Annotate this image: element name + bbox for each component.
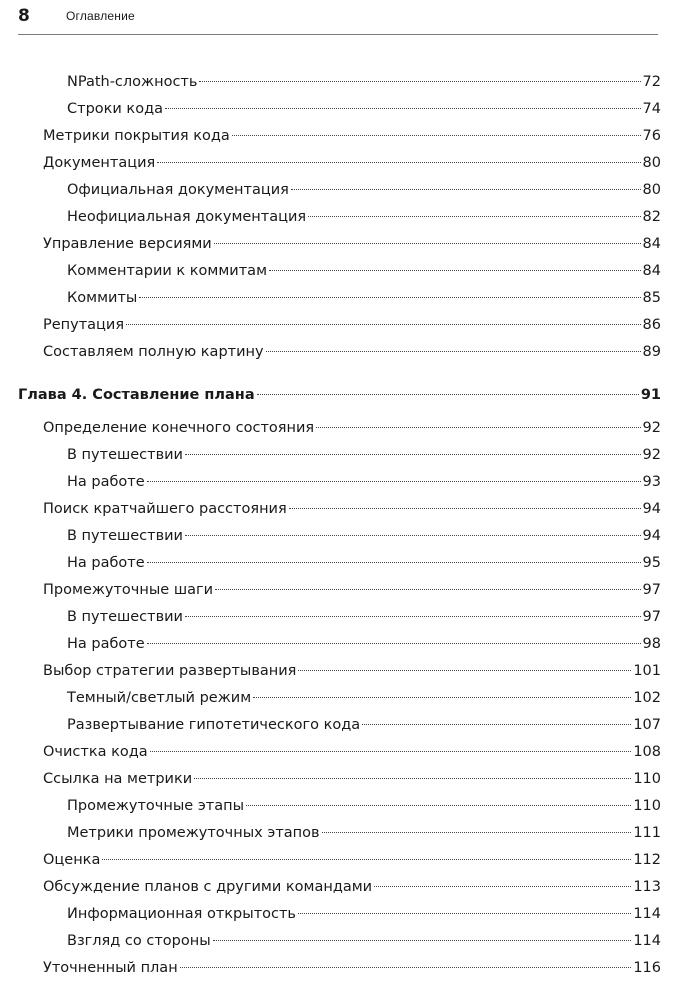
toc-entry-title: Управление версиями [43, 236, 212, 252]
toc-page-number: 74 [642, 101, 661, 117]
toc-entry-title: Выбор стратегии развертывания [43, 663, 297, 679]
toc-page-number: 94 [642, 528, 661, 544]
toc-entry-title: Темный/светлый режим [67, 690, 252, 706]
toc-page-number: 113 [633, 879, 661, 895]
toc-page-number: 80 [642, 155, 661, 171]
toc-leader-dots [269, 270, 641, 271]
toc-page-number: 84 [642, 236, 661, 252]
toc-leader-dots [374, 886, 631, 887]
toc-page-number: 95 [642, 555, 661, 571]
toc-page-number: 80 [642, 182, 661, 198]
toc-page-number: 89 [642, 344, 661, 360]
toc-page-number: 82 [642, 209, 661, 225]
toc-entry [67, 552, 661, 574]
toc-entry [43, 741, 661, 763]
toc-entry [67, 822, 661, 844]
toc-leader-dots [213, 940, 632, 941]
toc-page-number: 98 [642, 636, 661, 652]
toc-leader-dots [102, 859, 631, 860]
toc-leader-dots [246, 805, 631, 806]
toc-page-number: 93 [642, 474, 661, 490]
toc-entry-title: В путешествии [67, 609, 183, 625]
toc-entry-title: Развертывание гипотетического кода [67, 717, 361, 733]
page-number: 8 [18, 6, 30, 26]
toc-page-number: 92 [642, 447, 661, 463]
toc-page-number: 72 [642, 74, 661, 90]
toc-leader-dots [232, 135, 641, 136]
toc-entry-title: Поиск кратчайшего расстояния [43, 501, 287, 517]
toc-entry [67, 903, 661, 925]
toc-page-number: 112 [633, 852, 661, 868]
toc-entry [67, 687, 661, 709]
toc-page-number: 110 [633, 798, 661, 814]
toc-leader-dots [180, 967, 632, 968]
toc-entry [67, 71, 661, 93]
toc-page-number: 84 [642, 263, 661, 279]
toc-page-number: 111 [633, 825, 661, 841]
toc-leader-dots [253, 697, 631, 698]
toc-leader-dots [298, 913, 631, 914]
toc-page-number: 97 [642, 582, 661, 598]
toc-entry [43, 768, 661, 790]
toc-entry-title: На работе [67, 474, 145, 490]
toc-page-number: 97 [642, 609, 661, 625]
toc-page-number: 114 [633, 933, 661, 949]
toc-page-number: 114 [633, 906, 661, 922]
toc-entry-title: Промежуточные этапы [67, 798, 245, 814]
toc-entry [67, 444, 661, 466]
toc-page-number: 91 [640, 387, 661, 403]
toc-entry [67, 179, 661, 201]
toc-leader-dots [147, 643, 641, 644]
toc-leader-dots [147, 481, 641, 482]
toc-entry-title: Комментарии к коммитам [67, 263, 268, 279]
toc-entry [43, 849, 661, 871]
toc-leader-dots [308, 216, 640, 217]
toc-entry [43, 579, 661, 601]
toc-leader-dots [139, 297, 640, 298]
toc-leader-dots [147, 562, 641, 563]
toc-entry-title: Уточненный план [43, 960, 178, 976]
toc-leader-dots [157, 162, 640, 163]
toc-entry [67, 606, 661, 628]
toc-entry [67, 98, 661, 120]
toc-page-number: 85 [642, 290, 661, 306]
toc-entry-title: Строки кода [67, 101, 163, 117]
toc-entry [67, 206, 661, 228]
toc-entry-title: Неофициальная документация [67, 209, 307, 225]
toc-leader-dots [291, 189, 641, 190]
toc-entry-title: Документация [43, 155, 156, 171]
toc-leader-dots [185, 616, 641, 617]
toc-entry-title: Ссылка на метрики [43, 771, 193, 787]
toc-entry-title: Глава 4. Составление плана [18, 387, 255, 403]
toc-page-number: 116 [633, 960, 661, 976]
toc-entry-title: Репутация [43, 317, 125, 333]
toc-entry-title: В путешествии [67, 528, 183, 544]
toc-entry [43, 498, 661, 520]
toc-entry [43, 233, 661, 255]
toc-entry-title: На работе [67, 636, 145, 652]
toc-entry [43, 152, 661, 174]
toc-entry-title: Коммиты [67, 290, 138, 306]
page-header [18, 6, 658, 35]
toc-leader-dots [126, 324, 640, 325]
toc-entry [43, 341, 661, 363]
toc-entry-title: Составляем полную картину [43, 344, 264, 360]
toc-entry [67, 471, 661, 493]
toc-entry [67, 795, 661, 817]
toc-page-number: 107 [633, 717, 661, 733]
toc-entry [67, 525, 661, 547]
toc-entry [67, 930, 661, 952]
toc-leader-dots [257, 394, 639, 395]
toc-entry [43, 417, 661, 439]
toc-entry-title: Промежуточные шаги [43, 582, 214, 598]
toc-leader-dots [316, 427, 640, 428]
toc-entry-title: Информационная открытость [67, 906, 296, 922]
toc-entry-title: Очистка кода [43, 744, 148, 760]
toc-entry [43, 125, 661, 147]
toc-entry [43, 314, 661, 336]
toc-entry [43, 876, 661, 898]
toc-leader-dots [298, 670, 631, 671]
toc-page-number: 94 [642, 501, 661, 517]
toc-page-number: 92 [642, 420, 661, 436]
toc-leader-dots [266, 351, 641, 352]
toc-entry-title: Оценка [43, 852, 101, 868]
toc-entry-title: Метрики промежуточных этапов [67, 825, 320, 841]
toc-entry [67, 287, 661, 309]
toc-leader-dots [289, 508, 641, 509]
toc-leader-dots [185, 535, 641, 536]
toc-leader-dots [214, 243, 641, 244]
toc-page-number: 102 [633, 690, 661, 706]
toc-page-number: 76 [642, 128, 661, 144]
toc-page-number: 86 [642, 317, 661, 333]
toc-page-number: 110 [633, 771, 661, 787]
toc-entry [67, 260, 661, 282]
toc-entry [67, 633, 661, 655]
toc-entry [43, 660, 661, 682]
toc-page-number: 101 [633, 663, 661, 679]
toc-entry-title: Обсуждение планов с другими командами [43, 879, 373, 895]
toc-entry [67, 714, 661, 736]
toc-leader-dots [362, 724, 631, 725]
toc-leader-dots [165, 108, 641, 109]
toc-entry-title: Метрики покрытия кода [43, 128, 230, 144]
toc-chapter [18, 384, 661, 406]
toc-leader-dots [185, 454, 641, 455]
toc-entry-title: NPath-сложность [67, 74, 198, 90]
toc-page-number: 108 [633, 744, 661, 760]
toc-entry-title: В путешествии [67, 447, 183, 463]
toc-leader-dots [322, 832, 632, 833]
toc-leader-dots [194, 778, 631, 779]
toc-entry-title: Определение конечного состояния [43, 420, 315, 436]
toc-leader-dots [199, 81, 640, 82]
toc-entry-title: Взгляд со стороны [67, 933, 211, 949]
toc-entry [43, 957, 661, 979]
toc-entry-title: На работе [67, 555, 145, 571]
toc-leader-dots [215, 589, 641, 590]
toc-entry-title: Официальная документация [67, 182, 289, 198]
running-title: Оглавление [66, 9, 135, 23]
toc-leader-dots [150, 751, 632, 752]
